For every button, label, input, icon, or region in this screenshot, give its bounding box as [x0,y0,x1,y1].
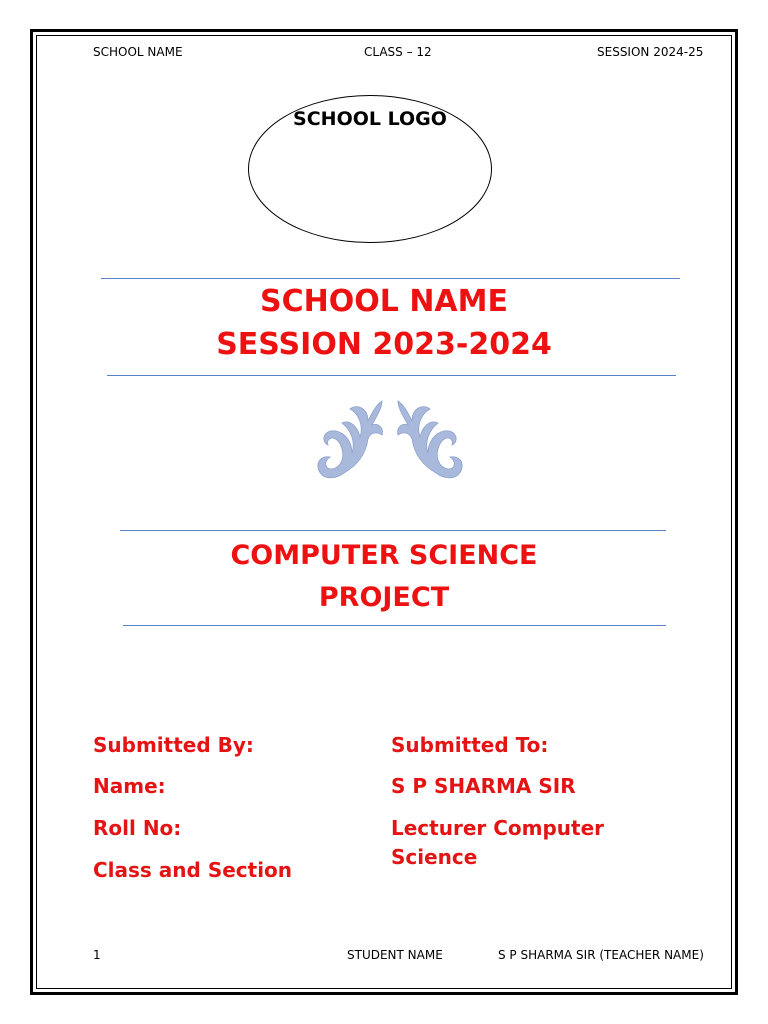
roll-number-label: Roll No: [93,816,182,840]
floral-flourish-icon [310,395,470,485]
footer-teacher-name: S P SHARMA SIR (TEACHER NAME) [498,948,704,962]
header-session: SESSION 2024-25 [597,45,704,59]
title-top-rule [101,278,680,279]
project-bottom-rule [123,625,666,626]
header-school-name: SCHOOL NAME [93,45,183,59]
class-section-label: Class and Section [93,858,293,882]
title-bottom-rule [107,375,676,376]
submitted-to-heading: Submitted To: [391,733,549,757]
school-logo-label: SCHOOL LOGO [293,108,447,130]
project-top-rule [120,530,666,531]
footer-page-number: 1 [93,948,101,962]
header-class: CLASS – 12 [364,45,432,59]
teacher-designation-line2: Science [391,845,478,869]
project-title-line2: PROJECT [318,582,450,613]
project-title-line1: COMPUTER SCIENCE [230,540,538,571]
student-name-label: Name: [93,774,166,798]
title-session: SESSION 2023-2024 [216,327,552,362]
footer-student-name: STUDENT NAME [347,948,443,962]
submitted-by-heading: Submitted By: [93,733,254,757]
teacher-designation-line1: Lecturer Computer [391,816,605,840]
title-school-name: SCHOOL NAME [260,284,508,319]
teacher-name: S P SHARMA SIR [391,774,576,798]
